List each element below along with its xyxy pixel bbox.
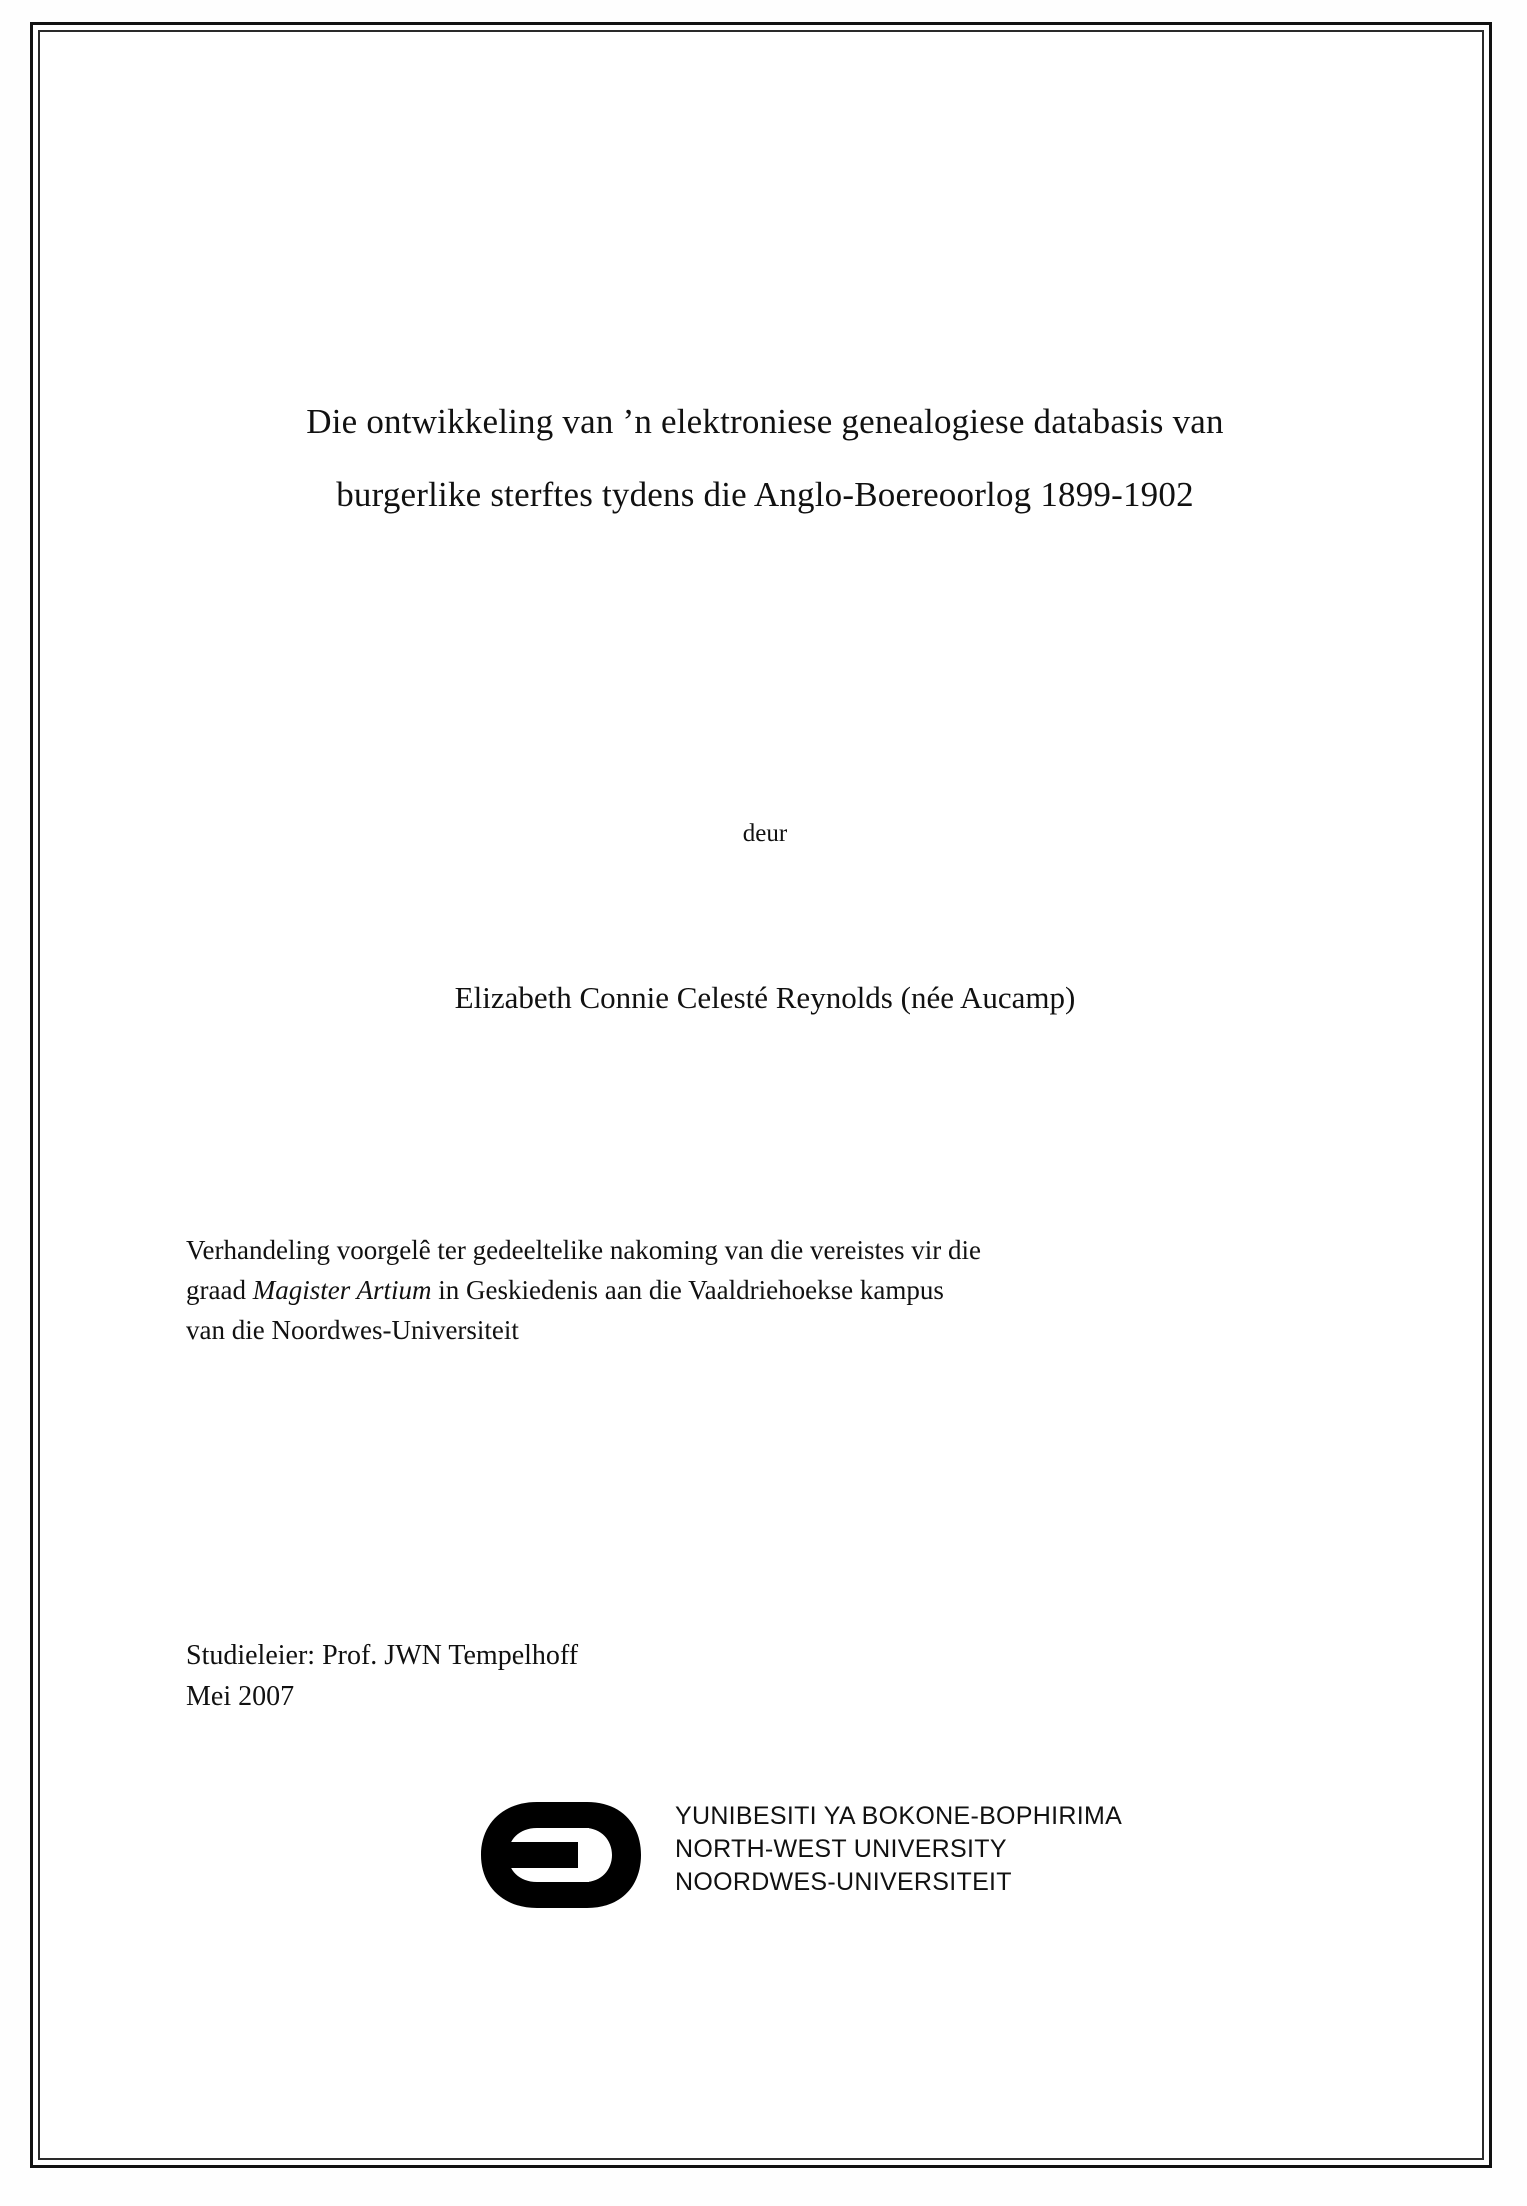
statement-degree-name: Magister Artium <box>252 1275 432 1305</box>
statement-line-1: Verhandeling voorgelê ter gedeeltelike nakoming van die vereistes vir die <box>186 1235 981 1265</box>
degree-statement <box>186 1230 1341 1350</box>
logo-text-line-1: YUNIBESITI YA BOKONE-BOPHIRIMA <box>675 1802 1123 1830</box>
statement-line-3: van die Noordwes-Universiteit <box>186 1315 519 1345</box>
logo-text-line-2: NORTH-WEST UNIVERSITY <box>675 1835 1007 1863</box>
date-line: Mei 2007 <box>186 1681 295 1712</box>
author-name: Elizabeth Connie Celesté Reynolds (née Aucamp) <box>454 980 1076 1015</box>
page-content <box>185 30 1345 2160</box>
title-line-1: Die ontwikkeling van ’n elektroniese genealogiese databasis van <box>306 402 1224 441</box>
statement-line-2-post: in Geskiedenis aan die Vaaldriehoekse kampus <box>431 1275 944 1305</box>
title-line-2: burgerlike sterftes tydens die Anglo-Boereoorlog 1899-1902 <box>336 475 1194 514</box>
statement-line-2 <box>186 1270 1341 1310</box>
university-logo <box>185 1790 1345 1930</box>
document-title <box>185 385 1345 531</box>
logo-text-line-3: NOORDWES-UNIVERSITEIT <box>675 1868 1012 1896</box>
supervisor-line: Studieleier: Prof. JWN Tempelhoff <box>186 1640 579 1671</box>
nwu-logo-mark-icon <box>475 1798 665 1913</box>
by-label: deur <box>742 820 788 847</box>
supervisor-block <box>186 1635 578 1717</box>
logo-text-block <box>675 1800 1122 1899</box>
statement-line-2-pre: graad <box>186 1275 253 1305</box>
